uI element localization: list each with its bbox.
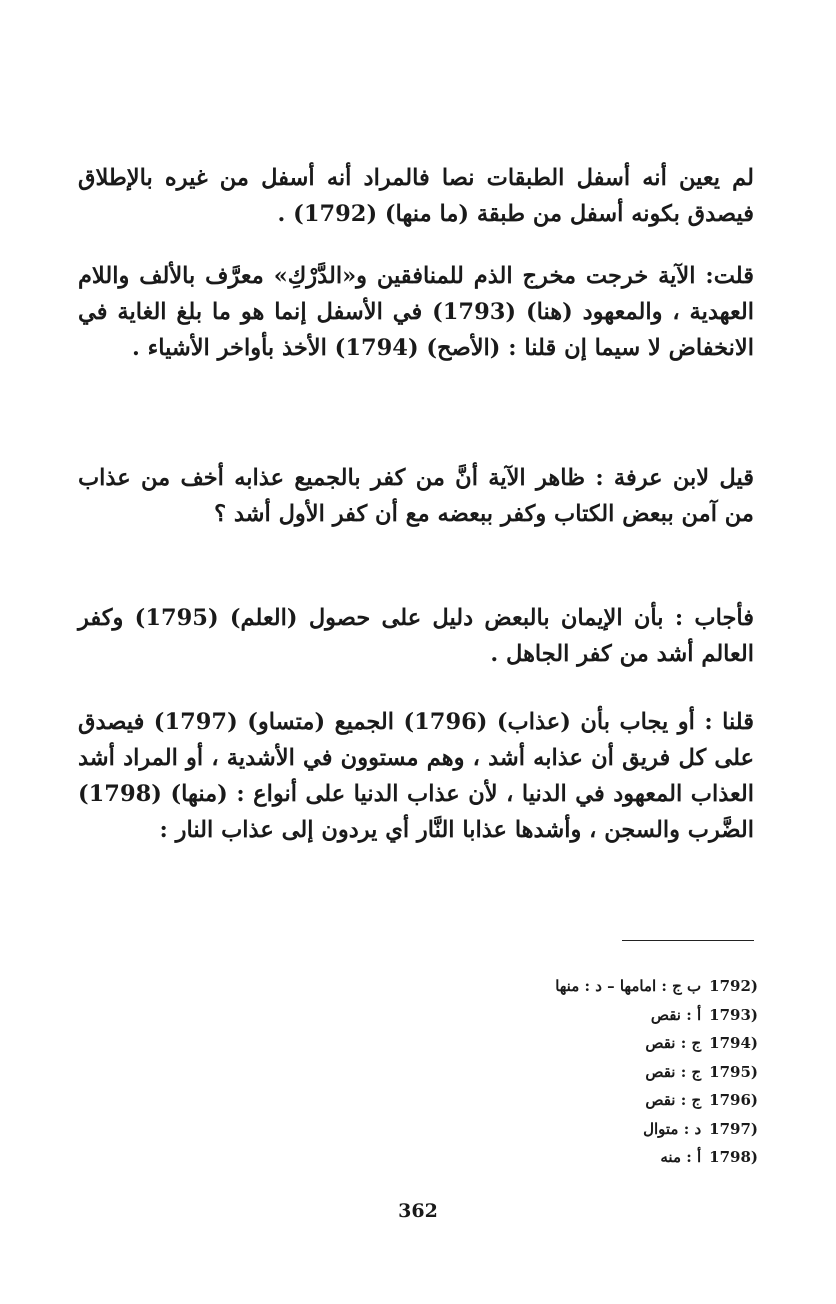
- footnote-number: 1793): [709, 1005, 758, 1024]
- footnote-item: [458, 1001, 758, 1030]
- footnote-item: [458, 1143, 758, 1172]
- footnote-number: 1798): [709, 1148, 758, 1166]
- footnote-item: [458, 1115, 758, 1144]
- paragraph-2: قلت: الآية خرجت مخرج الذم للمنافقين و«الدَّرْكِ» معرَّف بالألف واللام العهدية ، والمعهود (هنا) (1793) في الأسفل إنما هو ما بلغ الغاية في الانخفاض لا سيما إن قلنا : (الأصح) (1794) الأخذ بأواخر الأشياء .: [78, 263, 755, 361]
- footnotes-list: [458, 972, 758, 1172]
- footnote-item: [458, 1029, 758, 1058]
- footnote-number: 1794): [709, 1034, 758, 1052]
- footnote-number: 1792): [709, 977, 758, 995]
- footnote-number: 1797): [709, 1119, 758, 1138]
- footnote-divider: [622, 940, 754, 941]
- footnote-text: ج : نقص: [645, 1062, 702, 1081]
- paragraph-1: لم يعين أنه أسفل الطبقات نصا فالمراد أنه أسفل من غيره بالإطلاق فيصدق بكونه أسفل من طبقة (ما منها) (1792) .: [78, 165, 754, 227]
- footnote-item: [458, 972, 758, 1001]
- footnote-text: ب ج : امامها – د : منها: [555, 977, 702, 995]
- footnote-text: ج : نقص: [645, 1034, 702, 1052]
- footnote-item: [458, 1086, 758, 1115]
- footnote-text: د : متوال: [643, 1119, 702, 1138]
- paragraph-5: قلنا : أو يجاب بأن (عذاب) (1796) الجميع (متساو) (1797) فيصدق على كل فريق أن عذابه أشد ، وهم مستوون في الأشدية ، أو المراد أشد العذاب المعهود في الدنيا ، لأن عذاب الدنيا على أنواع : (منها) (1798) الضَّرب والسجن ، وأشدها عذابا النَّار أي يردون إلى عذاب النار :: [78, 709, 754, 843]
- page-number: 362: [398, 1200, 438, 1222]
- paragraph-3: قيل لابن عرفة : ظاهر الآية أنَّ من كفر بالجميع عذابه أخف من عذاب من آمن ببعض الكتاب وكفر ببعضه مع أن كفر الأول أشد ؟: [78, 465, 754, 527]
- footnote-number: 1796): [709, 1091, 758, 1109]
- footnote-item: [458, 1058, 758, 1087]
- paragraph-4: فأجاب : بأن الإيمان بالبعض دليل على حصول (العلم) (1795) وكفر العالم أشد من كفر الجاهل .: [78, 605, 754, 667]
- footnote-text: أ : منه: [660, 1148, 702, 1166]
- footnote-text: أ : نقص: [650, 1005, 702, 1024]
- footnote-number: 1795): [709, 1062, 758, 1081]
- footnote-text: ج : نقص: [645, 1091, 702, 1109]
